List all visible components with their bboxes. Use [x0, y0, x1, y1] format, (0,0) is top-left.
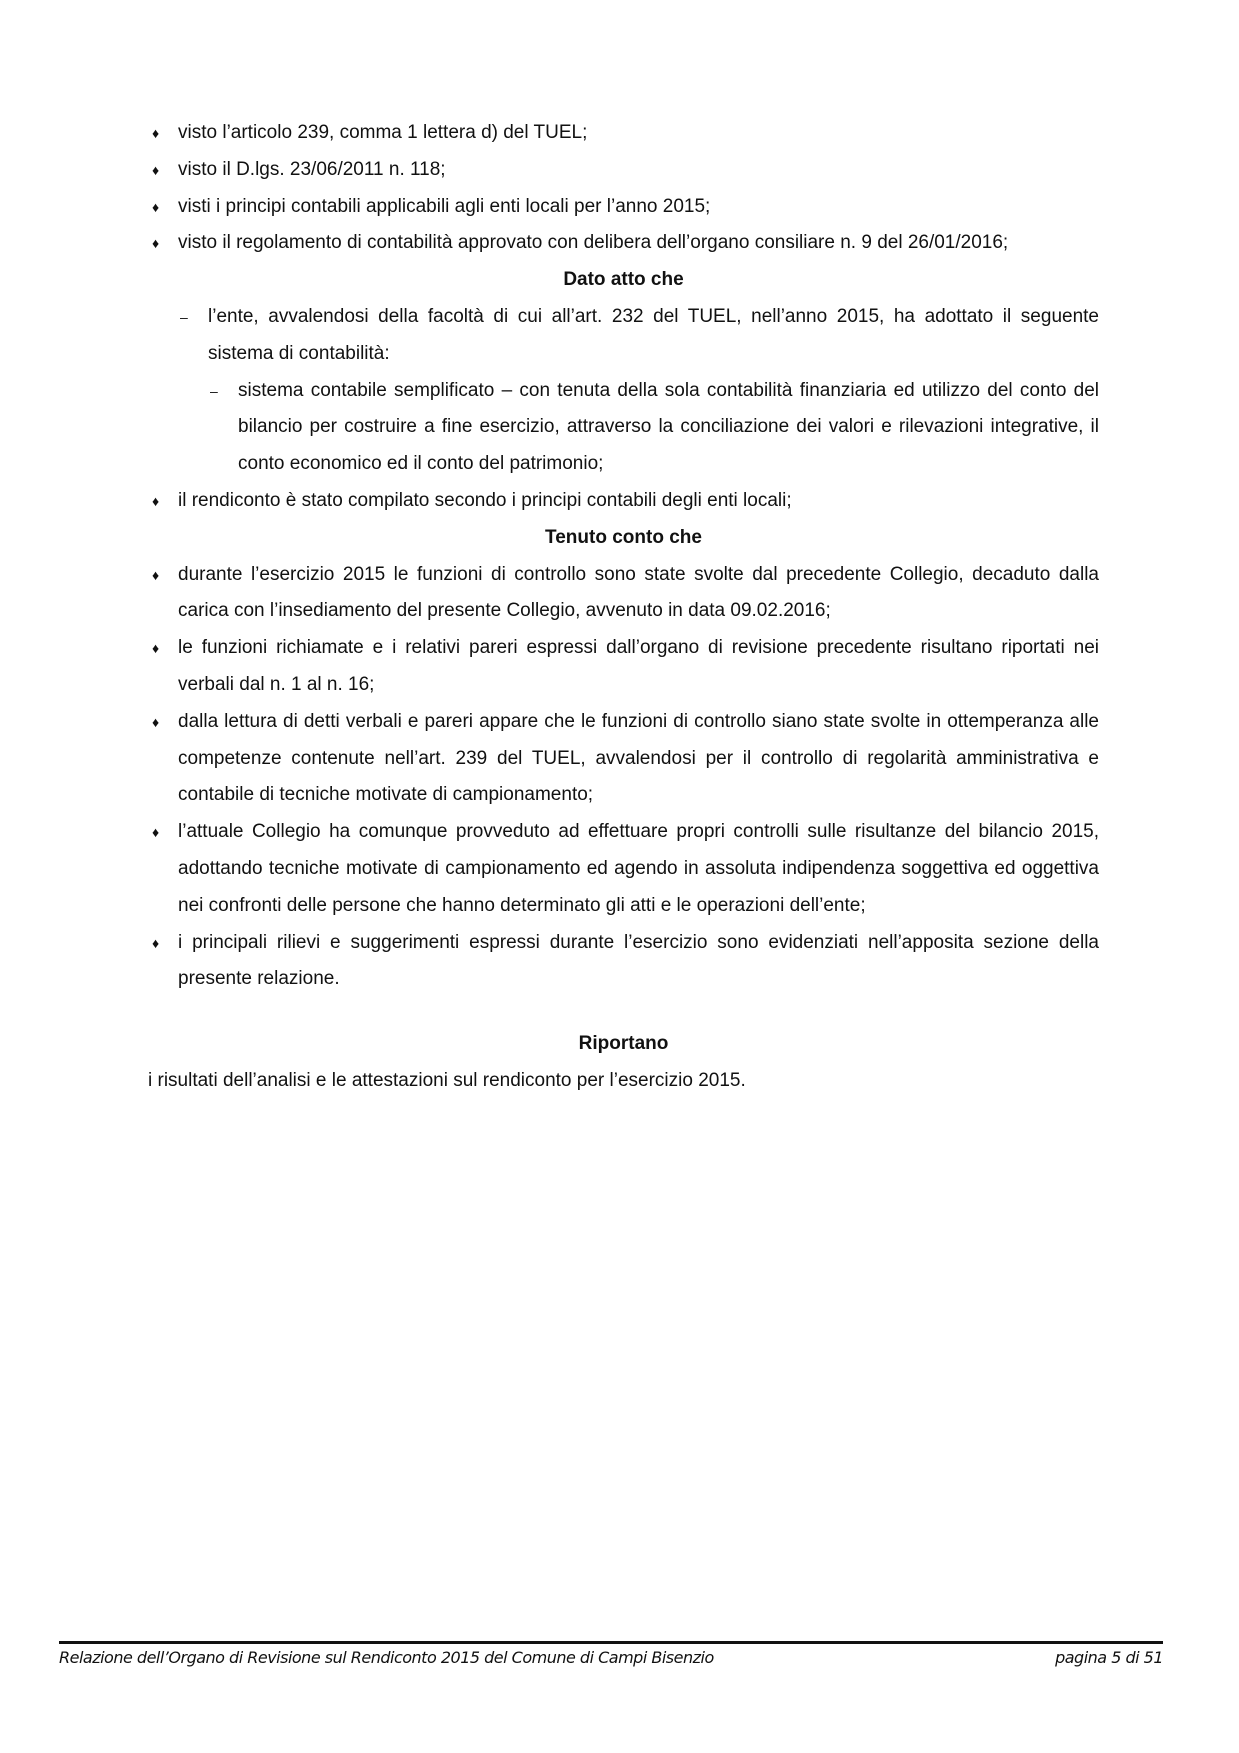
page-footer: [59, 1648, 1163, 1667]
diamond-bullet-icon: ♦: [152, 492, 160, 509]
item-text: le funzioni richiamate e i relativi pareri espressi dall’organo di revisione precedente risultano riportati nei verbali dal n. 1 al n. 16;: [178, 637, 1099, 695]
diamond-bullet-icon: ♦: [152, 125, 160, 141]
list-item: [148, 925, 1099, 999]
diamond-bullet-icon: ♦: [152, 713, 160, 730]
item-text: sistema contabile semplificato – con tenuta della sola contabilità finanziaria ed utilizzo del conto del bilancio per costruire a fine esercizio, attraverso la conciliazione dei valori e rilevazioni integrative, il conto economico ed il conto del patrimonio;: [238, 379, 1099, 475]
list-item: [148, 115, 1099, 152]
sub-sub-list-item: [148, 373, 1099, 483]
item-text: visto l’articolo 239, comma 1 lettera d) del TUEL;: [178, 122, 588, 143]
section-heading: Tenuto conto che: [545, 526, 702, 548]
item-text: l’ente, avvalendosi della facoltà di cui all’art. 232 del TUEL, nell’anno 2015, ha adottato il seguente sistema di contabilità:: [208, 305, 1099, 364]
list-item: [148, 152, 1099, 189]
item-text: durante l’esercizio 2015 le funzioni di controllo sono state svolte dal precedente Collegio, decaduto dalla carica con l’insediamento del presente Collegio, avvenuto in data 09.02.2016;: [178, 563, 1099, 622]
list-item: [148, 704, 1099, 814]
list-item: [148, 189, 1099, 226]
list-item: [148, 557, 1099, 631]
item-text: i principali rilievi e suggerimenti espressi durante l’esercizio sono evidenziati nell’apposita sezione della presente relazione.: [178, 931, 1099, 990]
section-heading: Riportano: [578, 1033, 669, 1055]
list-item: [148, 814, 1099, 924]
page-number: pagina 5 di 51: [1055, 1648, 1163, 1667]
item-text: dalla lettura di detti verbali e pareri appare che le funzioni di controllo siano state svolte in ottemperanza alle competenze contenute nell’art. 239 del TUEL, avvalendosi per il controllo di regolarità amministrativa e contabile di tecniche motivate di campionamento;: [178, 710, 1099, 806]
diamond-bullet-icon: ♦: [152, 235, 160, 252]
document-body: [148, 115, 1099, 1100]
diamond-bullet-icon: ♦: [152, 934, 160, 951]
dash-bullet-icon: –: [180, 308, 188, 325]
item-text: il rendiconto è stato compilato secondo i principi contabili degli enti locali;: [178, 489, 792, 511]
item-text: visto il D.lgs. 23/06/2011 n. 118;: [178, 158, 446, 180]
closing-text: i risultati dell’analisi e le attestazioni sul rendiconto per l’esercizio 2015.: [148, 1069, 746, 1091]
spacer: [148, 998, 1099, 1026]
footer-title: Relazione dell’Organo di Revisione sul Rendiconto 2015 del Comune di Campi Bisenzio: [59, 1648, 714, 1667]
list-item: [148, 630, 1099, 704]
diamond-bullet-icon: ♦: [152, 161, 160, 178]
item-text: visto il regolamento di contabilità approvato con delibera dell’organo consiliare n. 9 del 26/01/2016;: [178, 232, 1009, 254]
item-text: l’attuale Collegio ha comunque provveduto ad effettuare propri controlli sulle risultanze del bilancio 2015, adottando tecniche motivate di campionamento ed agendo in assoluta indipendenza soggettiva ed oggettiva nei confronti delle persone che hanno determinato gli atti e le operazioni dell’ente;: [178, 821, 1099, 916]
sub-list-item: [148, 299, 1099, 373]
dash-bullet-icon: –: [210, 382, 218, 399]
diamond-bullet-icon: ♦: [152, 566, 160, 583]
diamond-bullet-icon: ♦: [152, 198, 160, 215]
list-item: [148, 483, 1099, 520]
list-item: [148, 225, 1099, 262]
diamond-bullet-icon: ♦: [152, 640, 160, 657]
diamond-bullet-icon: ♦: [152, 824, 160, 841]
section-heading: Dato atto che: [563, 269, 684, 291]
item-text: visti i principi contabili applicabili agli enti locali per l’anno 2015;: [178, 195, 711, 217]
footer-divider: [59, 1641, 1163, 1644]
